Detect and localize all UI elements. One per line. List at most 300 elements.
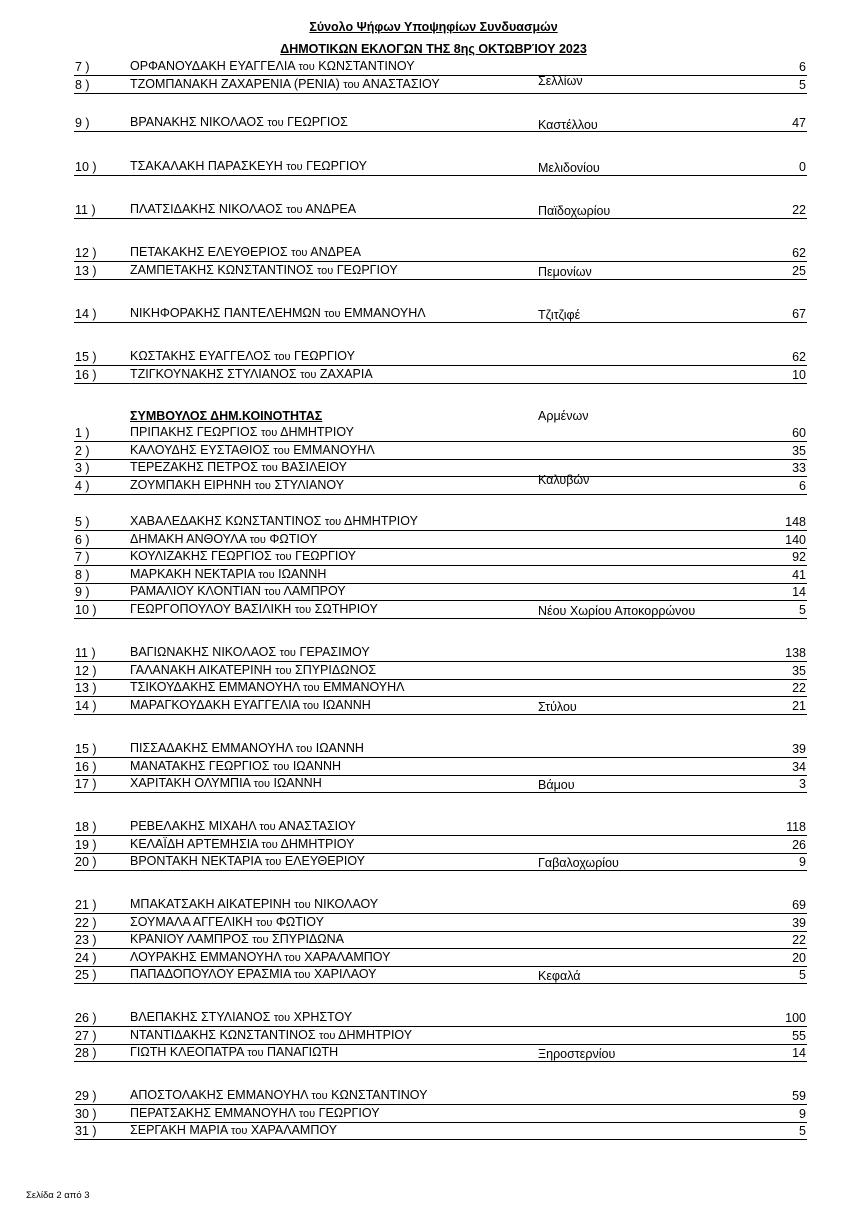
candidate-patronym: ΓΕΩΡΓΙΟΥ — [336, 262, 398, 277]
document-subtitle: ΔΗΜΟΤΙΚΩΝ ΕΚΛΟΓΩΝ ΤΗΣ 8ης ΟΚΤΩΒΡΊΟΥ 2023 — [280, 42, 587, 56]
patronym-prefix: του — [259, 821, 276, 833]
row-number: 4 ) — [75, 478, 90, 493]
vote-count: 60 — [792, 426, 806, 440]
candidate-fullname: ΖΑΜΠΕΤΑΚΗΣ ΚΩΝΣΤΑΝΤΙΝΟΣ — [130, 262, 314, 277]
location-label: Μελιδονίου — [538, 161, 600, 175]
vote-count: 100 — [785, 1011, 806, 1025]
candidate-fullname: ΠΕΤΑΚΑΚΗΣ ΕΛΕΥΘΕΡΙΟΣ — [130, 245, 288, 259]
candidate-name — [130, 77, 440, 93]
candidate-fullname: ΚΩΣΤΑΚΗΣ ΕΥΑΓΓΕΛΟΣ — [130, 349, 271, 363]
table-row — [74, 1044, 807, 1062]
row-number: 1 ) — [75, 426, 90, 440]
candidate-fullname: ΝΙΚΗΦΟΡΑΚΗΣ ΠΑΝΤΕΛΕΗΜΩΝ — [130, 306, 321, 320]
patronym-prefix: του — [295, 743, 313, 755]
candidate-name — [130, 514, 418, 530]
vote-count: 22 — [792, 681, 806, 696]
vote-count: 34 — [792, 759, 806, 774]
patronym-prefix: του — [252, 934, 269, 947]
table-row — [74, 818, 807, 836]
table-row — [74, 1027, 807, 1045]
patronym-prefix: του — [264, 586, 281, 599]
candidate-patronym: ΓΕΩΡΓΙΟΥ — [306, 159, 367, 173]
patronym-prefix: του — [324, 308, 341, 320]
vote-count: 5 — [799, 603, 806, 617]
candidate-name — [130, 443, 375, 459]
table-row — [74, 740, 807, 758]
candidate-name — [130, 663, 376, 679]
candidate-patronym: ΔΗΜΗΤΡΙΟΥ — [280, 836, 355, 851]
candidate-patronym: ΓΕΩΡΓΙΟΥ — [295, 549, 356, 564]
row-number: 25 ) — [75, 968, 97, 983]
candidate-name — [130, 478, 344, 494]
row-number: 16 ) — [75, 367, 97, 382]
candidate-name — [130, 1010, 352, 1026]
section-header: ΣΥΜΒΟΥΛΟΣ ΔΗΜ.ΚΟΙΝΟΤΗΤΑΣ — [130, 409, 323, 423]
vote-count: 69 — [792, 898, 806, 912]
candidate-fullname: ΔΗΜΑΚΗ ΑΝΘΟΥΛΑ — [130, 531, 247, 546]
row-number: 11 ) — [75, 646, 96, 660]
table-row — [74, 76, 807, 94]
candidate-name — [130, 950, 390, 966]
candidate-fullname: ΣΟΥΜΑΛΑ ΑΓΓΕΛΙΚΗ — [130, 914, 253, 929]
candidate-name — [130, 1123, 337, 1139]
row-number: 2 ) — [75, 443, 90, 458]
candidate-fullname: ΚΑΛΟΥΔΗΣ ΕΥΣΤΑΘΙΟΣ — [130, 442, 270, 457]
candidate-name — [130, 698, 371, 714]
row-number: 12 ) — [75, 663, 97, 678]
candidate-name — [130, 59, 415, 75]
page-footer: Σελίδα 2 από 3 — [26, 1190, 90, 1201]
candidate-fullname: ΓΕΩΡΓΟΠΟΥΛΟΥ ΒΑΣΙΛΙΚΗ — [130, 602, 292, 616]
vote-count: 20 — [792, 950, 806, 965]
candidate-name — [130, 602, 378, 618]
row-number: 7 ) — [75, 550, 90, 565]
row-number: 22 ) — [75, 915, 97, 930]
candidate-patronym: ΑΝΔΡΕΑ — [305, 202, 357, 216]
candidate-fullname: ΟΡΦΑΝΟΥΔΑΚΗ ΕΥΑΓΓΕΛΙΑ — [130, 59, 295, 73]
candidate-fullname: ΧΑΡΙΤΑΚΗ ΟΛΥΜΠΙΑ — [130, 776, 251, 791]
row-number: 18 ) — [75, 820, 97, 834]
vote-count: 14 — [792, 585, 806, 600]
candidate-fullname: ΤΣΑΚΑΛΑΚΗ ΠΑΡΑΣΚΕΥΗ — [130, 159, 283, 173]
candidate-patronym: ΣΤΥΛΙΑΝΟΥ — [274, 477, 345, 492]
candidate-patronym: ΙΩΑΝΝΗ — [315, 741, 364, 755]
patronym-prefix: του — [260, 427, 278, 439]
patronym-prefix: του — [294, 604, 312, 616]
table-row — [74, 459, 807, 477]
vote-count: 6 — [799, 60, 806, 74]
candidate-patronym: ΙΩΑΝΝΗ — [322, 697, 371, 712]
vote-count: 148 — [785, 515, 806, 529]
vote-count: 6 — [799, 478, 806, 493]
location-label: Καλυβών — [538, 473, 590, 487]
candidate-name — [130, 425, 354, 441]
candidate-fullname: ΜΑΡΚΑΚΗ ΝΕΚΤΑΡΙΑ — [130, 566, 255, 581]
table-row — [74, 662, 807, 680]
candidate-fullname: ΠΡΙΠΑΚΗΣ ΓΕΩΡΓΙΟΣ — [130, 425, 258, 439]
candidate-patronym: ΛΑΜΠΡΟΥ — [283, 584, 346, 599]
patronym-prefix: του — [273, 444, 290, 457]
patronym-prefix: του — [316, 264, 334, 277]
row-number: 23 ) — [75, 933, 97, 948]
vote-count: 140 — [785, 532, 806, 547]
candidate-fullname: ΜΑΡΑΓΚΟΥΔΑΚΗ ΕΥΑΓΓΕΛΙΑ — [130, 697, 300, 712]
candidate-patronym: ΦΩΤΙΟΥ — [275, 914, 324, 929]
candidate-fullname: ΤΖΙΓΚΟΥΝΑΚΗΣ ΣΤΥΛΙΑΝΟΣ — [130, 366, 297, 381]
vote-count: 10 — [792, 367, 806, 382]
row-number: 6 ) — [75, 532, 90, 547]
candidate-name — [130, 306, 426, 322]
row-number: 20 ) — [75, 855, 97, 870]
table-row — [74, 1122, 807, 1140]
location-label: Βάμου — [538, 778, 575, 792]
row-number: 30 ) — [75, 1106, 97, 1121]
vote-count: 9 — [799, 1106, 806, 1121]
row-number: 14 ) — [75, 698, 97, 713]
patronym-prefix: του — [302, 699, 320, 712]
table-row — [74, 644, 807, 662]
row-number: 28 ) — [75, 1046, 97, 1061]
patronym-prefix: του — [279, 647, 296, 659]
vote-count: 47 — [792, 116, 806, 130]
candidate-patronym: ΑΝΑΣΤΑΣΙΟΥ — [278, 819, 356, 833]
table-row — [74, 775, 807, 793]
table-row — [74, 58, 807, 76]
table-row — [74, 601, 807, 619]
candidate-fullname: ΤΣΙΚΟΥΔΑΚΗΣ ΕΜΜΑΝΟΥΗΛ — [130, 680, 300, 695]
candidate-fullname: ΓΙΩΤΗ ΚΛΕΟΠΑΤΡΑ — [130, 1045, 244, 1060]
candidate-patronym: ΧΑΡΑΛΑΜΠΟΥ — [304, 949, 391, 964]
candidate-name — [130, 245, 361, 261]
patronym-prefix: του — [286, 204, 303, 216]
table-row — [74, 424, 807, 442]
patronym-prefix: του — [273, 1012, 291, 1024]
candidate-patronym: ΠΑΝΑΓΙΩΤΗ — [267, 1045, 339, 1060]
location-label: Στύλου — [538, 700, 577, 714]
vote-count: 0 — [799, 160, 806, 174]
candidate-name — [130, 1106, 380, 1122]
vote-count: 5 — [799, 1124, 806, 1139]
table-row — [74, 1009, 807, 1027]
candidate-patronym: ΓΕΩΡΓΙΟΣ — [287, 115, 348, 129]
row-number: 9 ) — [75, 585, 90, 600]
patronym-prefix: του — [231, 1125, 248, 1138]
candidate-patronym: ΙΩΑΝΝΗ — [273, 776, 322, 791]
candidate-patronym: ΔΗΜΗΤΡΙΟΥ — [338, 1027, 413, 1042]
vote-count: 39 — [792, 915, 806, 930]
row-number: 3 ) — [75, 461, 90, 476]
candidate-fullname: ΠΙΣΣΑΔΑΚΗΣ ΕΜΜΑΝΟΥΗΛ — [130, 741, 293, 755]
patronym-prefix: του — [291, 247, 308, 259]
vote-count: 41 — [792, 567, 806, 582]
location-label: Παϊδοχωρίου — [538, 204, 611, 218]
row-number: 13 ) — [75, 263, 97, 278]
candidate-name — [130, 1028, 412, 1044]
candidate-fullname: ΒΡΟΝΤΑΚΗ ΝΕΚΤΑΡΙΑ — [130, 854, 262, 869]
candidate-fullname: ΤΖΟΜΠΑΝΑΚΗ ΖΑΧΑΡΕΝΙΑ (ΡΕΝΙΑ) — [130, 76, 340, 91]
row-number: 17 ) — [75, 777, 97, 792]
table-row — [74, 531, 807, 549]
candidate-name — [130, 460, 347, 476]
candidate-name — [130, 532, 317, 548]
vote-count: 26 — [792, 837, 806, 852]
candidate-fullname: ΧΑΒΑΛΕΔΑΚΗΣ ΚΩΝΣΤΑΝΤΙΝΟΣ — [130, 514, 322, 528]
candidate-patronym: ΔΗΜΗΤΡΙΟΥ — [344, 514, 418, 528]
candidate-fullname: ΜΑΝΑΤΑΚΗΣ ΓΕΩΡΓΙΟΣ — [130, 758, 270, 773]
table-row — [74, 305, 807, 323]
vote-count: 14 — [792, 1046, 806, 1061]
row-number: 15 ) — [75, 350, 97, 364]
patronym-prefix: του — [284, 951, 301, 964]
vote-count: 92 — [792, 550, 806, 565]
row-number: 24 ) — [75, 950, 97, 965]
patronym-prefix: του — [247, 1047, 264, 1060]
row-number: 13 ) — [75, 681, 97, 696]
patronym-prefix: του — [261, 838, 278, 851]
patronym-prefix: του — [275, 664, 292, 677]
row-number: 21 ) — [75, 898, 97, 912]
table-row — [74, 966, 807, 984]
candidate-fullname: ΖΟΥΜΠΑΚΗ ΕΙΡΗΝΗ — [130, 477, 252, 492]
table-row — [74, 896, 807, 914]
candidate-patronym: ΦΩΤΙΟΥ — [269, 531, 318, 546]
row-number: 31 ) — [75, 1124, 97, 1139]
row-number: 27 ) — [75, 1028, 97, 1043]
vote-count: 3 — [799, 777, 806, 792]
table-row — [74, 836, 807, 854]
vote-count: 55 — [792, 1028, 806, 1043]
vote-count: 59 — [792, 1089, 806, 1103]
candidate-patronym: ΣΩΤΗΡΙΟΥ — [314, 602, 378, 616]
patronym-prefix: του — [274, 351, 291, 363]
location-label: Αρμένων — [538, 409, 589, 423]
row-number: 12 ) — [75, 246, 97, 260]
patronym-prefix: του — [275, 551, 292, 564]
table-row — [74, 513, 807, 531]
candidate-name — [130, 741, 364, 757]
row-number: 8 ) — [75, 567, 90, 582]
candidate-name — [130, 367, 373, 383]
table-row — [74, 442, 807, 460]
candidate-patronym: ΚΩΝΣΤΑΝΤΙΝΟΥ — [318, 59, 415, 73]
candidate-name — [130, 202, 356, 218]
candidate-patronym: ΣΠΥΡΙΔΩΝΑ — [272, 932, 344, 947]
table-row — [74, 348, 807, 366]
candidate-fullname: ΠΑΠΑΔΟΠΟΥΛΟΥ ΕΡΑΣΜΙΑ — [130, 967, 291, 982]
table-row — [74, 548, 807, 566]
patronym-prefix: του — [294, 899, 311, 911]
vote-count: 33 — [792, 461, 806, 476]
candidate-name — [130, 776, 322, 792]
table-row — [74, 201, 807, 219]
candidate-patronym: ΚΩΝΣΤΑΝΤΙΝΟΥ — [331, 1088, 428, 1102]
candidate-name — [130, 645, 370, 661]
location-label: Σελλίων — [538, 74, 583, 88]
patronym-prefix: του — [254, 479, 271, 492]
candidate-patronym: ΣΠΥΡΙΔΩΝΟΣ — [294, 662, 377, 677]
row-number: 10 ) — [75, 160, 97, 174]
patronym-prefix: του — [286, 161, 303, 173]
table-row — [74, 914, 807, 932]
candidate-fullname: ΣΕΡΓΑΚΗ ΜΑΡΙΑ — [130, 1123, 228, 1138]
candidate-fullname: ΛΟΥΡΑΚΗΣ ΕΜΜΑΝΟΥΗΛ — [130, 949, 281, 964]
location-label: Ξηροστερνίου — [538, 1047, 616, 1061]
vote-count: 67 — [792, 307, 806, 321]
candidate-patronym: ΓΕΩΡΓΙΟΥ — [318, 1105, 380, 1120]
location-label: Τζιτζιφέ — [538, 308, 581, 322]
patronym-prefix: του — [253, 778, 270, 791]
candidate-fullname: ΤΕΡΕΖΑΚΗΣ ΠΕΤΡΟΣ — [130, 460, 258, 475]
row-number: 10 ) — [75, 603, 97, 617]
candidate-patronym: ΓΕΡΑΣΙΜΟΥ — [299, 645, 370, 659]
candidate-fullname: ΡΕΒΕΛΑΚΗΣ ΜΙΧΑΗΛ — [130, 819, 256, 833]
row-number: 5 ) — [75, 515, 90, 529]
candidate-name — [130, 819, 356, 835]
patronym-prefix: του — [298, 61, 315, 73]
vote-count: 118 — [786, 820, 806, 834]
candidate-fullname: ΠΕΡΑΤΣΑΚΗΣ ΕΜΜΑΝΟΥΗΛ — [130, 1105, 296, 1120]
candidate-fullname: ΠΛΑΤΣΙΔΑΚΗΣ ΝΙΚΟΛΑΟΣ — [130, 202, 283, 216]
candidate-name — [130, 263, 398, 279]
table-row — [74, 158, 807, 176]
row-number: 29 ) — [75, 1089, 97, 1103]
vote-count: 39 — [792, 742, 806, 756]
patronym-prefix: του — [265, 856, 282, 869]
candidate-patronym: ΔΗΜΗΤΡΙΟΥ — [280, 425, 355, 439]
table-row — [74, 1087, 807, 1105]
patronym-prefix: του — [303, 682, 320, 695]
table-row — [74, 244, 807, 262]
table-row — [74, 931, 807, 949]
patronym-prefix: του — [298, 1107, 316, 1120]
location-label: Κεφαλά — [538, 969, 581, 983]
patronym-prefix: του — [258, 568, 275, 581]
candidate-fullname: ΚΡΑΝΙΟΥ ΛΑΜΠΡΟΣ — [130, 932, 249, 947]
candidate-name — [130, 680, 405, 696]
table-row — [74, 262, 807, 280]
candidate-name — [130, 915, 324, 931]
table-row — [74, 477, 807, 495]
candidate-fullname: ΓΑΛΑΝΑΚΗ ΑΙΚΑΤΕΡΙΝΗ — [130, 662, 272, 677]
table-row — [74, 114, 807, 132]
row-number: 16 ) — [75, 759, 97, 774]
row-number: 14 ) — [75, 307, 97, 321]
row-number: 15 ) — [75, 742, 97, 756]
patronym-prefix: του — [324, 516, 342, 528]
location-label: Νέου Χωρίου Αποκορρώνου — [538, 604, 696, 618]
candidate-name — [130, 159, 367, 175]
candidate-fullname: ΒΑΓΙΩΝΑΚΗΣ ΝΙΚΟΛΑΟΣ — [130, 645, 277, 659]
candidate-patronym: ΧΑΡΙΛΑΟΥ — [313, 967, 377, 982]
candidate-patronym: ΕΛΕΥΘΕΡΙΟΥ — [284, 854, 366, 869]
row-number: 26 ) — [75, 1011, 97, 1025]
patronym-prefix: του — [294, 969, 311, 982]
candidate-fullname: ΑΠΟΣΤΟΛΑΚΗΣ ΕΜΜΑΝΟΥΗΛ — [130, 1088, 308, 1102]
vote-count: 5 — [799, 77, 806, 92]
candidate-fullname: ΚΟΥΛΙΖΑΚΗΣ ΓΕΩΡΓΙΟΣ — [130, 549, 272, 564]
table-row — [74, 366, 807, 384]
candidate-patronym: ΕΜΜΑΝΟΥΗΛ — [293, 442, 375, 457]
candidate-name — [130, 115, 348, 131]
row-number: 11 ) — [75, 203, 96, 217]
candidate-name — [130, 1045, 338, 1061]
candidate-patronym: ΑΝΔΡΕΑ — [310, 245, 361, 259]
patronym-prefix: του — [249, 533, 266, 546]
vote-count: 35 — [792, 663, 806, 678]
vote-count: 22 — [792, 933, 806, 948]
candidate-patronym: ΙΩΑΝΝΗ — [292, 758, 342, 773]
candidate-patronym: ΖΑΧΑΡΙΑ — [319, 366, 373, 381]
vote-count: 22 — [792, 203, 806, 217]
vote-count: 25 — [792, 263, 806, 278]
vote-count: 5 — [799, 968, 806, 983]
vote-count: 35 — [792, 443, 806, 458]
candidate-name — [130, 759, 341, 775]
candidate-patronym: ΓΕΩΡΓΙΟΥ — [294, 349, 355, 363]
row-number: 7 ) — [75, 60, 90, 74]
document-title: Σύνολο Ψήφων Υποψηφίων Συνδυασμών — [309, 20, 558, 34]
patronym-prefix: του — [300, 368, 317, 381]
candidate-fullname: ΒΛΕΠΑΚΗΣ ΣΤΥΛΙΑΝΟΣ — [130, 1010, 271, 1024]
candidate-patronym: ΧΡΗΣΤΟΥ — [293, 1010, 353, 1024]
table-row — [74, 949, 807, 967]
candidate-name — [130, 967, 377, 983]
table-row — [74, 758, 807, 776]
candidate-fullname: ΜΠΑΚΑΤΣΑΚΗ ΑΙΚΑΤΕΡΙΝΗ — [130, 897, 291, 911]
candidate-name — [130, 1088, 427, 1104]
candidate-patronym: ΧΑΡΑΛΑΜΠΟΥ — [250, 1123, 338, 1138]
vote-count: 62 — [792, 246, 806, 260]
location-label: Γαβαλοχωρίου — [538, 856, 619, 870]
row-number: 8 ) — [75, 77, 90, 92]
candidate-name — [130, 567, 326, 583]
table-row — [74, 1105, 807, 1123]
candidate-patronym: ΙΩΑΝΝΗ — [278, 566, 327, 581]
candidate-fullname: ΒΡΑΝΑΚΗΣ ΝΙΚΟΛΑΟΣ — [130, 115, 264, 129]
vote-count: 138 — [785, 646, 806, 660]
vote-count: 21 — [792, 698, 806, 713]
location-label: Καστέλλου — [538, 118, 598, 132]
table-row — [74, 697, 807, 715]
candidate-patronym: ΑΝΑΣΤΑΣΙΟΥ — [362, 76, 440, 91]
patronym-prefix: του — [319, 1029, 336, 1042]
candidate-name — [130, 932, 344, 948]
candidate-name — [130, 549, 356, 565]
candidate-fullname: ΚΕΛΑΪΔΗ ΑΡΤΕΜΗΣΙΑ — [130, 836, 258, 851]
candidate-fullname: ΝΤΑΝΤΙΔΑΚΗΣ ΚΩΝΣΤΑΝΤΙΝΟΣ — [130, 1027, 316, 1042]
table-row — [74, 566, 807, 584]
row-number: 19 ) — [75, 837, 97, 852]
patronym-prefix: του — [267, 117, 284, 129]
candidate-patronym: ΕΜΜΑΝΟΥΗΛ — [322, 680, 405, 695]
patronym-prefix: του — [261, 462, 278, 475]
candidate-name — [130, 897, 378, 913]
table-row — [74, 679, 807, 697]
candidate-patronym: ΒΑΣΙΛΕΙΟΥ — [281, 460, 347, 475]
candidate-name — [130, 349, 355, 365]
candidate-name — [130, 854, 365, 870]
candidate-name — [130, 584, 346, 600]
vote-count: 9 — [799, 855, 806, 870]
patronym-prefix: του — [273, 760, 290, 773]
candidate-fullname: ΡΑΜΑΛΙΟΥ ΚΛΟΝΤΙΑΝ — [130, 584, 261, 599]
patronym-prefix: του — [256, 916, 273, 929]
location-label: Πεμονίων — [538, 265, 592, 279]
patronym-prefix: του — [343, 78, 360, 91]
candidate-name — [130, 837, 354, 853]
vote-count: 62 — [792, 350, 806, 364]
table-row — [74, 853, 807, 871]
